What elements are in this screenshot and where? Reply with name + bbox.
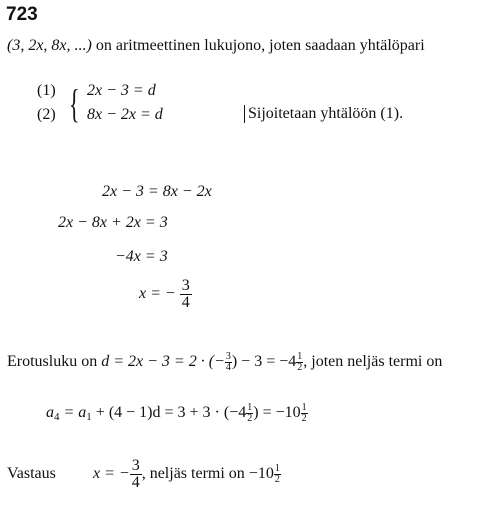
eq1-label: (1) xyxy=(37,82,56,99)
answer-label: Vastaus xyxy=(7,465,56,483)
difference-line xyxy=(7,352,442,373)
a4-symbol: a xyxy=(46,404,54,422)
answer-frac-den: 4 xyxy=(131,474,140,491)
answer-term-num: 1 xyxy=(274,463,280,474)
difference-mixed-den: 2 xyxy=(297,362,303,373)
a1-eq: = a xyxy=(59,404,87,422)
fourth-term-mixed-den: 2 xyxy=(247,413,253,424)
difference-prefix: Erotusluku on xyxy=(7,353,98,371)
difference-frac xyxy=(225,352,232,373)
equation-system xyxy=(37,82,237,130)
step-4-num: 3 xyxy=(181,277,190,294)
eq2-label: (2) xyxy=(37,106,56,123)
fourth-term-result xyxy=(301,403,308,424)
problem-number: 723 xyxy=(6,4,38,25)
substitution-note: Sijoitetaan yhtälöön (1). xyxy=(244,105,403,123)
step-3: −4x = 3 xyxy=(115,248,168,265)
fourth-term-result-num: 1 xyxy=(301,402,307,413)
eq2: 8x − 2x = d xyxy=(87,106,163,123)
difference-frac-den: 4 xyxy=(225,362,231,373)
answer-x-lhs: x = − xyxy=(93,465,130,483)
system-brace: { xyxy=(69,81,80,126)
step-4 xyxy=(139,278,192,311)
fourth-term-line xyxy=(46,403,308,424)
answer-fraction xyxy=(130,458,142,491)
difference-expr: d = 2x − 3 = 2 · (− xyxy=(101,353,225,371)
sequence-expression: (3, 2x, 8x, ...) xyxy=(7,37,92,54)
difference-suffix: , joten neljäs termi on xyxy=(303,353,443,371)
answer-line xyxy=(7,458,281,491)
eq1: 2x − 3 = d xyxy=(87,82,156,99)
difference-expr2: ) − 3 = −4 xyxy=(231,353,297,371)
step-2: 2x − 8x + 2x = 3 xyxy=(58,214,168,231)
difference-frac-num: 3 xyxy=(225,351,231,362)
fourth-term-rest2: ) = −10 xyxy=(253,404,301,422)
intro-text: on aritmeettinen lukujono, joten saadaan yhtälöpari xyxy=(95,37,425,54)
intro-line xyxy=(7,37,425,55)
fourth-term-result-den: 2 xyxy=(301,413,307,424)
fourth-term-rest: + (4 − 1)d = 3 + 3 · (−4 xyxy=(91,404,247,422)
a1-subscript: 1 xyxy=(86,411,92,424)
fourth-term-mixed-num: 1 xyxy=(247,402,253,413)
step-1: 2x − 3 = 8x − 2x xyxy=(102,183,212,200)
answer-term-frac xyxy=(274,464,281,485)
difference-mixed-num: 1 xyxy=(297,351,303,362)
a4-subscript: 4 xyxy=(54,411,60,424)
answer-text: , neljäs termi on −10 xyxy=(141,465,274,483)
answer-frac-num: 3 xyxy=(131,457,140,474)
answer-term-den: 2 xyxy=(274,474,280,485)
step-4-lhs: x = − xyxy=(139,285,176,303)
step-4-den: 4 xyxy=(181,294,190,311)
step-4-fraction xyxy=(180,278,192,311)
